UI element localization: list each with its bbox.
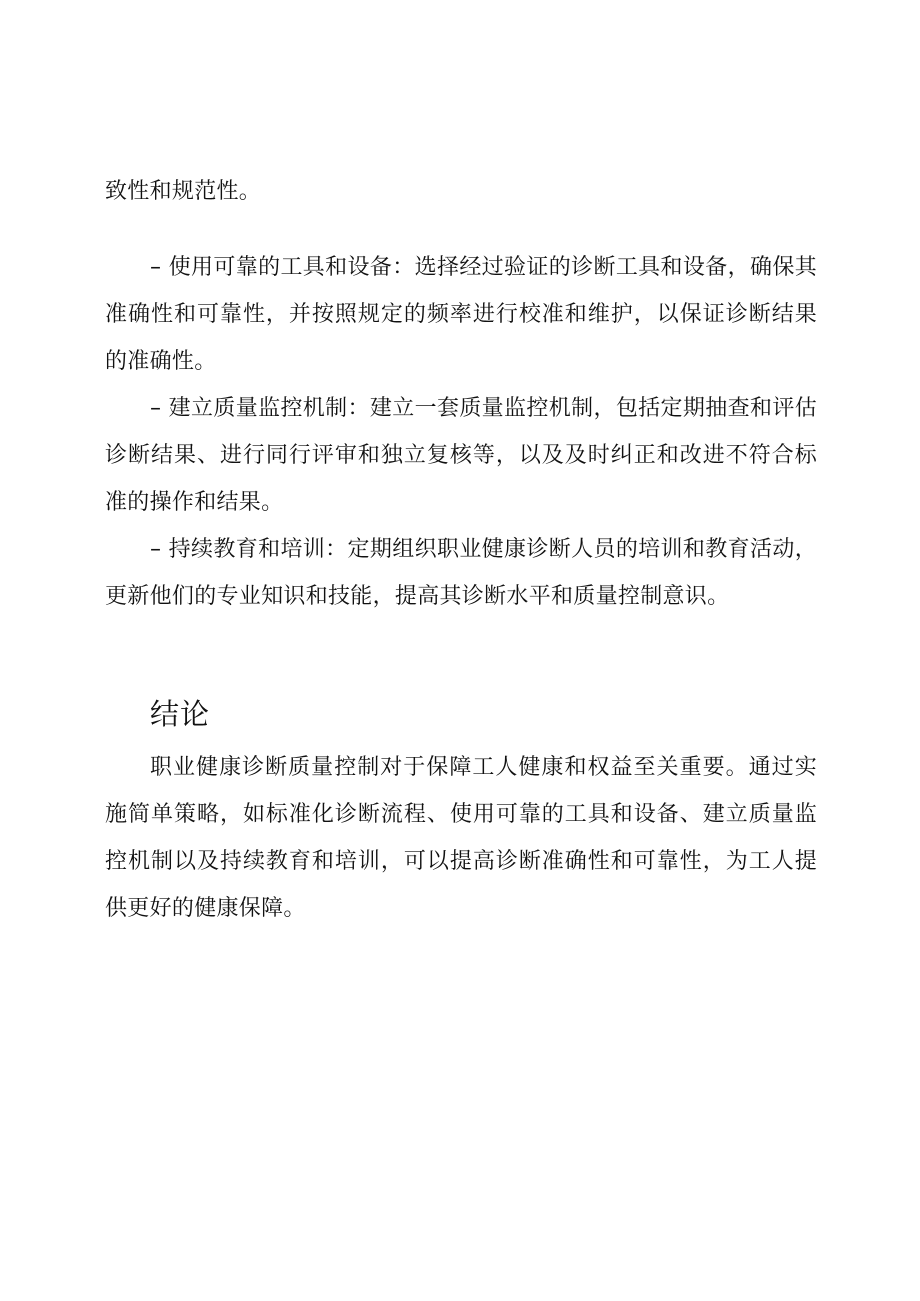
list-item-continuing-education: – 持续教育和培训：定期组织职业健康诊断人员的培训和教育活动，更新他们的专业知识和技能，提高其诊断水平和质量控制意识。	[105, 537, 817, 609]
continued-paragraph: 致性和规范性。	[105, 179, 262, 204]
list-item-quality-monitoring: – 建立质量监控机制：建立一套质量监控机制，包括定期抽查和评估诊断结果、进行同行评审和独立复核等，以及及时纠正和改进不符合标准的操作和结果。	[105, 396, 817, 515]
conclusion-paragraph: 职业健康诊断质量控制对于保障工人健康和权益至关重要。通过实施简单策略，如标准化诊断流程、使用可靠的工具和设备、建立质量监控机制以及持续教育和培训，可以提高诊断准确性和可靠性，为工人提供更好的健康保障。	[105, 755, 817, 921]
list-item-reliable-tools: – 使用可靠的工具和设备：选择经过验证的诊断工具和设备，确保其准确性和可靠性，并按照规定的频率进行校准和维护，以保证诊断结果的准确性。	[105, 255, 817, 374]
conclusion-heading: 结论	[150, 697, 211, 731]
